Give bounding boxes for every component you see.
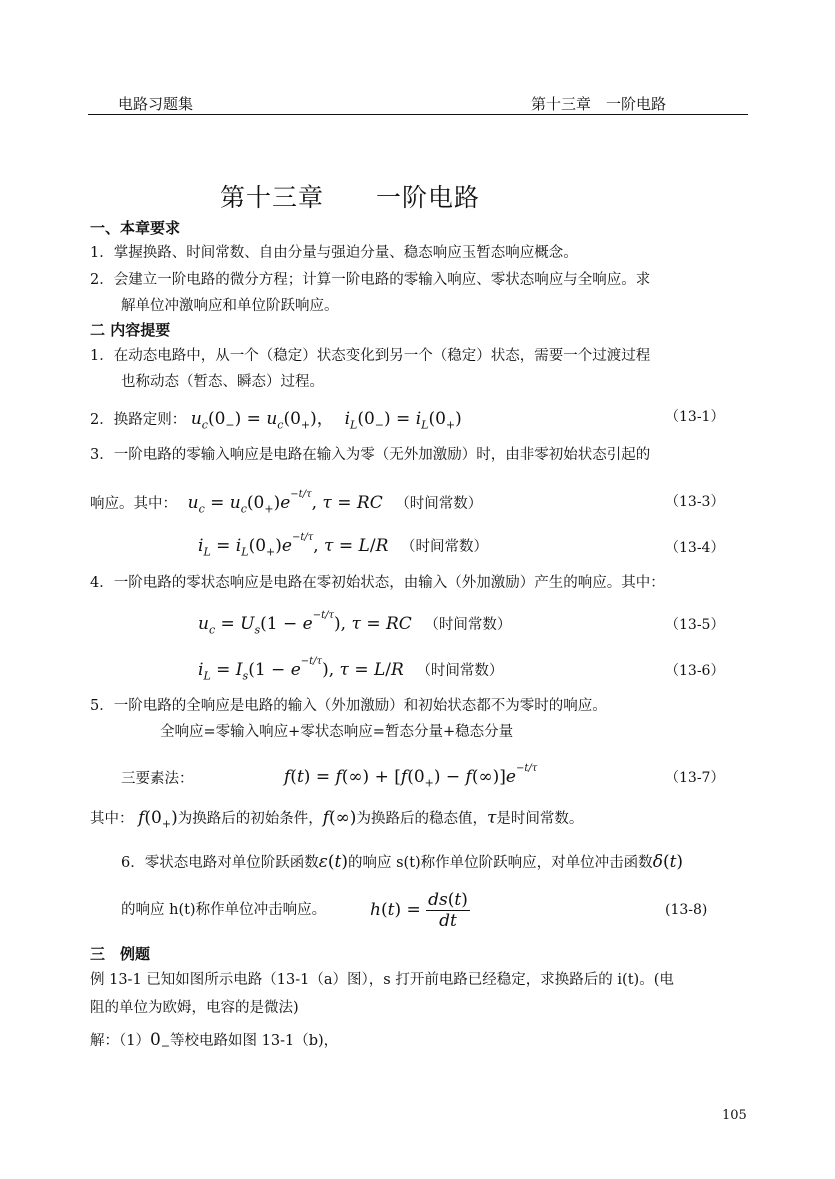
label: 响应。其中：	[90, 496, 177, 512]
text: 的响应 h(t)称作单位冲击响应。	[121, 902, 327, 918]
equation-number: （13-5）	[665, 617, 725, 633]
paragraph: 4．一阶电路的零状态响应是电路在零初始状态，由输入（外加激励）产生的响应。其中：	[90, 575, 665, 591]
math-f0plus: $f(0_+)$	[138, 808, 178, 831]
paragraph: 3．一阶电路的零输入响应是电路在输入为零（无外加激励）时，由非零初始状态引起的	[90, 447, 651, 463]
list-item: 2．会建立一阶电路的微分方程；计算一阶电路的零输入响应、零状态响应与全响应。求	[90, 272, 651, 288]
equation-il-zero-input: $i_L = i_L(0_+)e^{-t/\tau}$, τ = L/R	[198, 532, 389, 559]
text: 是时间常数。	[496, 811, 584, 827]
header-right: 第十三章 一阶电路	[531, 95, 667, 113]
page-number: 105	[722, 1108, 747, 1123]
paragraph: 也称动态（暂态、瞬态）过程。	[121, 374, 324, 390]
paragraph: 1．在动态电路中，从一个（稳定）状态变化到另一个（稳定）状态，需要一个过渡过程	[90, 348, 651, 364]
header-rule	[88, 114, 748, 115]
equation-number: （13-3）	[665, 494, 725, 510]
paragraph	[198, 532, 488, 558]
equation-uc-zero-input: $u_c = u_c(0_+)e^{-t/\tau}$, τ = RC	[187, 489, 383, 516]
equation-number: (13-8)	[665, 902, 708, 918]
time-constant-label: （时间常数）	[424, 617, 512, 633]
math-finf: f(∞)	[322, 808, 357, 828]
paragraph: 全响应=零输入响应+零状态响应=暂态分量+稳态分量	[160, 724, 514, 740]
text: 为换路后的稳态值，	[356, 811, 487, 827]
paragraph	[198, 656, 503, 682]
text: 解：（1）	[90, 1033, 150, 1049]
math-epsilon: ε(t)	[318, 852, 348, 872]
paragraph: 三要素法：	[121, 771, 194, 787]
time-constant-label: （时间常数）	[395, 496, 483, 512]
list-item: 解单位冲激响应和单位阶跃响应。	[121, 298, 339, 314]
text: 为换路后的初始条件，	[177, 811, 323, 827]
equation-three-element: $f(t) = f(\infty) + [f(0_+) - f(\infty)]e^{-t/\tau}$	[284, 763, 538, 790]
section-heading-2: 二 内容提要	[90, 321, 171, 339]
equation-number: （13-7）	[665, 770, 725, 786]
paragraph	[121, 898, 326, 919]
label: 2．换路定则：	[90, 412, 187, 428]
paragraph	[121, 851, 683, 872]
math-tau: τ	[486, 808, 497, 828]
paragraph	[198, 610, 511, 636]
paragraph: 例 13-1 已知如图所示电路（13-1（a）图），s 打开前电路已经稳定，求换路后的 i(t)。(电	[90, 972, 674, 988]
equation-number: （13-4）	[665, 540, 725, 556]
equation-uc-zero-state: $u_c = U_s(1 - e^{-t/\tau})$, τ = RC	[198, 610, 412, 637]
equation-impulse-response: h(t) = $\frac{ds(t)}{dt}$	[370, 890, 468, 931]
equation-il-zero-state: $i_L = I_s(1 - e^{-t/\tau})$, τ = L/R	[198, 656, 404, 683]
equation-number: （13-6）	[665, 663, 725, 679]
equation-switching-law: $u_c(0_-) = u_c(0_+)$， $i_L(0_-) = i_L(0_+)$	[190, 409, 462, 432]
header-left: 电路习题集	[118, 95, 194, 113]
paragraph: 阻的单位为欧姆，电容的是微法)	[90, 1000, 299, 1016]
chapter-title: 第十三章 一阶电路	[220, 183, 481, 212]
math-0minus: $0_-$	[149, 1030, 171, 1053]
paragraph	[90, 404, 462, 431]
list-item: 1．掌握换路、时间常数、自由分量与强迫分量、稳态响应玉暂态响应概念。	[90, 245, 578, 261]
section-heading-3: 三 例题	[90, 945, 151, 963]
paragraph	[90, 807, 583, 830]
text: 其中：	[90, 811, 134, 827]
paragraph	[90, 489, 482, 515]
text: 的响应 s(t)称作单位阶跃响应，对单位冲击函数	[347, 855, 653, 871]
text: 等校电路如图 13-1（b)，	[170, 1033, 339, 1049]
paragraph	[90, 1029, 338, 1052]
time-constant-label: （时间常数）	[400, 539, 488, 555]
math-delta: δ(t)	[652, 852, 684, 872]
paragraph: 5．一阶电路的全响应是电路的输入（外加激励）和初始状态都不为零时的响应。	[90, 698, 607, 714]
section-heading-1: 一、本章要求	[90, 219, 181, 237]
text: 6．零状态电路对单位阶跃函数	[121, 855, 319, 871]
time-constant-label: （时间常数）	[416, 663, 504, 679]
equation-number: （13-1）	[665, 409, 725, 425]
